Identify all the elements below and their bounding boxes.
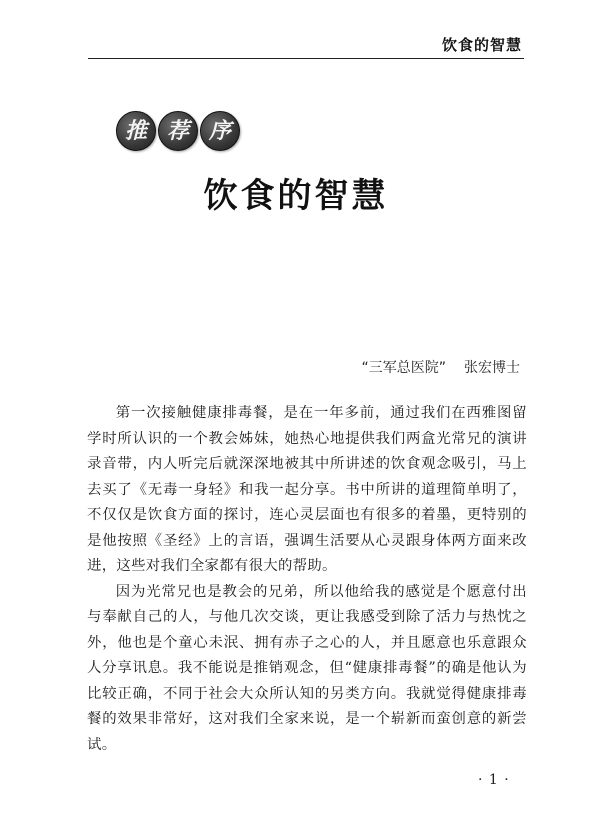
running-header-title: 饮食的智慧 <box>441 36 522 54</box>
page-title: 饮食的智慧 <box>203 176 389 216</box>
page-number: · 1 · <box>478 772 510 788</box>
badge-tui <box>116 111 156 151</box>
paragraph-1: 第一次接触健康排毒餐，是在一年多前，通过我们在西雅图留学时所认识的一个教会姊妹，她热心地提供我们两盒光常兄的演讲录音带，内人听完后就深深地被其中所讲述的饮食观念吸引，马上去买了《无毒一身轻》和我一起分享。书中所讲的道理简单明了，不仅仅是饮食方面的探讨，连心灵层面也有很多的着墨，更特别的是他按照《圣经》上的言语，强调生活要从心灵跟身体两方面来改进，这些对我们全家都有很大的帮助。 <box>87 405 527 574</box>
badge-jian <box>158 111 198 151</box>
badge-jian-char: 荐 <box>166 118 189 144</box>
section-badges <box>116 108 242 154</box>
body-text <box>87 401 527 758</box>
badge-xu-char: 序 <box>208 118 231 144</box>
badge-tui-char: 推 <box>124 118 147 144</box>
running-header <box>88 32 524 59</box>
author-affiliation: “三军总医院” <box>361 360 446 376</box>
badge-xu <box>200 111 240 151</box>
author-name: 张宏博士 <box>464 360 520 376</box>
paragraph-2: 因为光常兄也是教会的兄弟，所以他给我的感觉是个愿意付出与奉献自己的人，与他几次交谈，更让我感受到除了活力与热忱之外，他也是个童心未泯、拥有赤子之心的人，并且愿意也乐意跟众人分享讯息。我不能说是推销观念，但“健康排毒餐”的确是他认为比较正确，不同于社会大众所认知的另类方向。我就觉得健康排毒餐的效果非常好，这对我们全家来说，是一个崭新而蛮创意的新尝试。 <box>87 583 527 753</box>
author-line <box>361 357 520 377</box>
